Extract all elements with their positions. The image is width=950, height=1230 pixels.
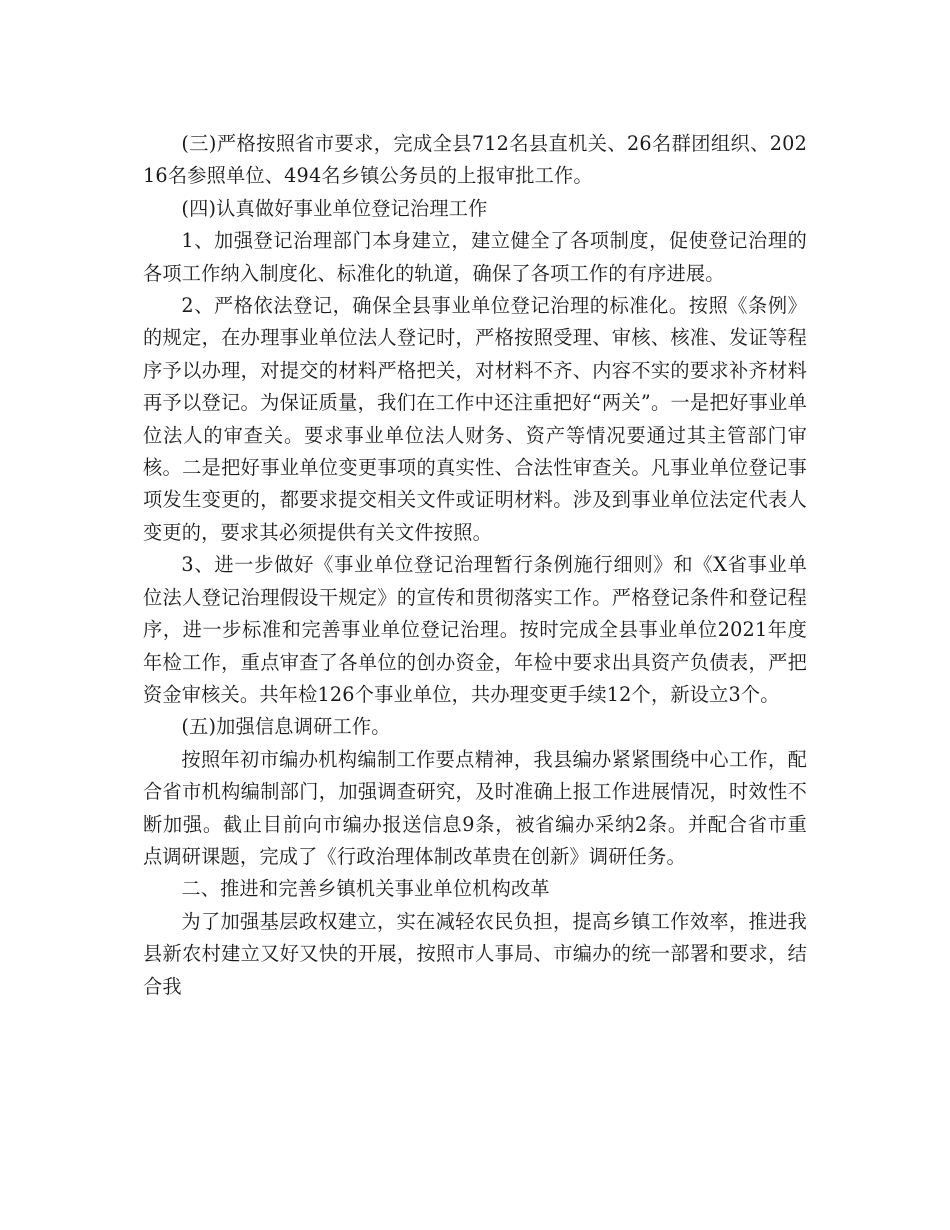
paragraph-lawful-registration: 2、严格依法登记，确保全县事业单位登记治理的标准化。按照《条例》的规定，在办理事业单位法人登记时，严格按照受理、审核、核准、发证等程序予以办理，对提交的材料严格把关，对材料不齐、内容不实的要求补齐材料再予以登记。为保证质量，我们在工作中还注重把好“两关”。一是把好事业单位法人的审查关。要求事业单位法人财务、资产等情况要通过其主管部门审核。二是把好事业单位变更事项的真实性、合法性审查关。凡事业单位登记事项发生变更的，都要求提交相关文件或证明材料。涉及到事业单位法定代表人变更的，要求其必须提供有关文件按照。 xyxy=(143,294,807,544)
paragraph-research-work: 按照年初市编办机构编制工作要点精神，我县编办紧紧围绕中心工作，配合省市机构编制部门，加强调查研究，及时准确上报工作进展情况，时效性不断加强。截止目前向市编办报送信息9条，被省编办采纳2条。并配合省市重点调研课题，完成了《行政治理体制改革贵在创新》调研任务。 xyxy=(143,747,807,868)
paragraph-department-building: 1、加强登记治理部门本身建立，建立健全了各项制度，促使登记治理的各项工作纳入制度化、标准化的轨道，确保了各项工作的有序进展。 xyxy=(143,229,807,285)
document-body xyxy=(143,128,807,1003)
heading-township-reform: 二、推进和完善乡镇机关事业单位机构改革 xyxy=(181,877,550,901)
heading-registration-management: (四)认真做好事业单位登记治理工作 xyxy=(181,196,488,220)
paragraph-grassroots-building: 为了加强基层政权建立，实在减轻农民负担，提高乡镇工作效率，推进我县新农村建立又好又快的开展，按照市人事局、市编办的统一部署和要求，结合我 xyxy=(143,909,807,998)
heading-information-research: (五)加强信息调研工作。 xyxy=(181,715,391,739)
paragraph-regulations-implementation: 3、进一步做好《事业单位登记治理暂行条例施行细则》和《X省事业单位法人登记治理假设干规定》的宣传和贯彻落实工作。严格登记条件和登记程序，进一步标准和完善事业单位登记治理。按时完成全县事业单位2021年度年检工作，重点审查了各单位的创办资金，年检中要求出具资产负债表，严把资金审核关。共年检126个事业单位，共办理变更手续12个，新设立3个。 xyxy=(143,553,807,706)
paragraph-approval-work: (三)严格按照省市要求，完成全县712名县直机关、26名群团组织、20216名参照单位、494名乡镇公务员的上报审批工作。 xyxy=(143,132,807,188)
